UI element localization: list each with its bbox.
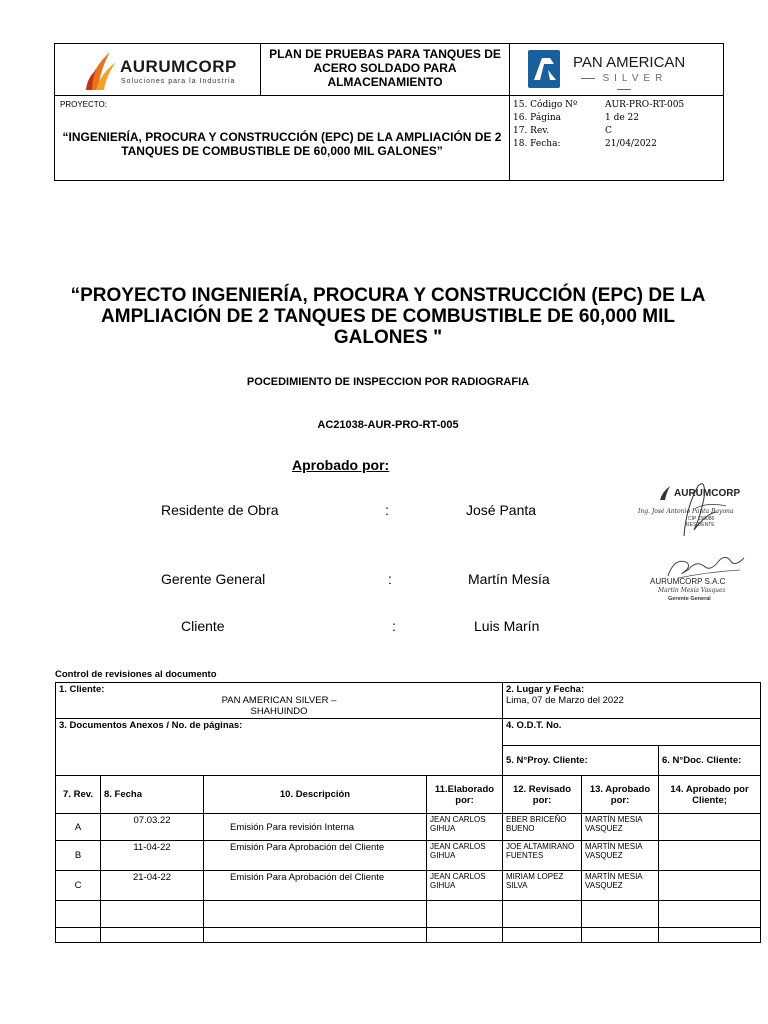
- approval-name: Luis Marín: [474, 618, 540, 634]
- meta-row: [513, 112, 718, 125]
- pan-american-logo: [528, 49, 708, 91]
- approval-role: Cliente: [181, 618, 225, 634]
- empty-cell: [659, 901, 761, 928]
- table-row-empty: [56, 901, 761, 928]
- empty-cell: [427, 928, 503, 943]
- cell-rev: A: [56, 814, 101, 841]
- client-value-1: PAN AMERICAN SILVER –: [221, 695, 337, 706]
- table-row-empty: [56, 928, 761, 943]
- signature-icon: [636, 478, 760, 538]
- odt-label: 4. O.D.T. No.: [506, 720, 562, 731]
- client-value-2: SHAHUINDO: [250, 706, 308, 717]
- col-revisado: 12. Revisado por:: [503, 776, 582, 814]
- col-descripcion: 10. Descripción: [204, 776, 427, 814]
- meta-value: AUR-PRO-RT-005: [605, 100, 685, 110]
- proy-label: 5. N°Proy. Cliente:: [506, 755, 588, 766]
- cell-rev: B: [56, 841, 101, 871]
- stamp-role: RESIDENTE: [686, 522, 715, 528]
- cell-rev: C: [56, 871, 101, 901]
- col-elaborado: 11.Elaborado por:: [427, 776, 503, 814]
- stamp-company: AURUMCORP: [674, 488, 741, 499]
- meta-label: 17. Rev.: [513, 126, 550, 136]
- place-cell: [503, 683, 761, 719]
- pan-american-mark-icon: [528, 50, 560, 88]
- col-rev: 7. Rev.: [56, 776, 101, 814]
- aurumcorp-logo: [84, 48, 254, 92]
- approved-by-heading: Aprobado por:: [292, 457, 390, 473]
- procedure-title: POCEDIMIENTO DE INSPECCION POR RADIOGRAFIA: [246, 376, 530, 388]
- cell-apr: MARTÍN MESIA VASQUEZ: [582, 871, 659, 901]
- meta-label: 18. Fecha:: [513, 139, 561, 149]
- docclient-cell: [659, 746, 761, 776]
- meta-row: [513, 138, 718, 151]
- cell-apr: MARTÍN MESIA VASQUEZ: [582, 841, 659, 871]
- empty-cell: [582, 901, 659, 928]
- stamp-role: Gerente General: [668, 596, 711, 602]
- table-header-row: [56, 776, 761, 814]
- table-row: [56, 814, 761, 841]
- stamp-person: Martin Mesía Vasquez: [658, 587, 726, 594]
- empty-cell: [503, 928, 582, 943]
- silver-line-right: [617, 89, 631, 90]
- silver-text-wrap: [573, 73, 675, 95]
- cell-desc: Emisión Para Aprobación del Cliente: [204, 871, 427, 901]
- docs-cell: [56, 719, 503, 776]
- approval-sep: :: [385, 502, 389, 518]
- empty-cell: [204, 928, 427, 943]
- silver-text: SILVER: [602, 73, 668, 84]
- place-value: Lima, 07 de Marzo del 2022: [506, 695, 624, 706]
- stamp-person: Ing. José Antonio Panta Bayona: [638, 508, 734, 515]
- cell-cli: [659, 814, 761, 841]
- approval-role: Gerente General: [161, 571, 266, 587]
- stamp-company: AURUMCORP S.A.C: [650, 577, 726, 586]
- cell-revby: MIRIAM LOPEZ SILVA: [503, 871, 582, 901]
- resident-stamp: [636, 478, 760, 538]
- meta-row: [513, 125, 718, 138]
- meta-label: 15. Código Nº: [513, 100, 578, 110]
- table-row: [56, 841, 761, 871]
- cell-fecha: 07.03.22: [101, 814, 204, 841]
- empty-cell: [582, 928, 659, 943]
- silver-line-left: [581, 78, 595, 79]
- table-row: [56, 719, 761, 746]
- cell-fecha: 11-04-22: [101, 841, 204, 871]
- empty-cell: [56, 928, 101, 943]
- empty-cell: [503, 901, 582, 928]
- col-aprobado: 13. Aprobado por:: [582, 776, 659, 814]
- header-vline-1: [260, 43, 261, 95]
- empty-cell: [427, 901, 503, 928]
- approval-name: José Panta: [466, 502, 537, 518]
- meta-value: C: [605, 126, 612, 136]
- cell-revby: EBER BRICEÑO BUENO: [503, 814, 582, 841]
- client-label: 1. Cliente:: [59, 684, 105, 695]
- aurumcorp-flame-icon: [84, 48, 120, 92]
- cell-cli: [659, 871, 761, 901]
- approval-row-resident: [0, 502, 640, 522]
- proy-cell: [503, 746, 659, 776]
- empty-cell: [56, 901, 101, 928]
- aurumcorp-logo-text: AURUMCORP: [120, 57, 237, 76]
- cell-cli: [659, 841, 761, 871]
- meta-label: 16. Página: [513, 113, 561, 123]
- place-label: 2. Lugar y Fecha:: [506, 684, 585, 695]
- docclient-label: 6. N°Doc. Cliente:: [662, 755, 742, 766]
- aurumcorp-tagline: Soluciones para la Industria: [121, 78, 236, 85]
- approval-row-client: [0, 618, 640, 638]
- approval-sep: :: [392, 618, 396, 634]
- cell-desc: Emisión Para Aprobación del Cliente: [204, 841, 427, 871]
- empty-cell: [101, 928, 204, 943]
- cell-revby: JOE ALTAMIRANO FUENTES: [503, 841, 582, 871]
- col-aprobado-cliente: 14. Aprobado por Cliente;: [659, 776, 761, 814]
- empty-cell: [101, 901, 204, 928]
- empty-cell: [659, 928, 761, 943]
- table-row: [56, 871, 761, 901]
- doc-title: PLAN DE PRUEBAS PARA TANQUES DE ACERO SOLDADO PARA ALMACENAMIENTO: [269, 47, 501, 89]
- approval-sep: :: [388, 571, 392, 587]
- table-row: [56, 683, 761, 719]
- approval-role: Residente de Obra: [161, 502, 279, 518]
- col-fecha: 8. Fecha: [101, 776, 204, 814]
- project-name: “INGENIERÍA, PROCURA Y CONSTRUCCIÓN (EPC) DE LA AMPLIACIÓN DE 2 TANQUES DE COMBUSTIBLE DE 60,000 MIL GALONES”: [62, 130, 502, 158]
- cell-elab: JEAN CARLOS GIHUA: [427, 871, 503, 901]
- cell-fecha: 21-04-22: [101, 871, 204, 901]
- revisions-caption: Control de revisiones al documento: [55, 669, 217, 680]
- client-cell: [56, 683, 503, 719]
- main-title: “PROYECTO INGENIERÍA, PROCURA Y CONSTRUCCIÓN (EPC) DE LA AMPLIACIÓN DE 2 TANQUES DE COMBUSTIBLE DE 60,000 MIL GALONES ": [70, 285, 706, 348]
- meta-row: [513, 99, 718, 112]
- meta-block: [513, 99, 718, 151]
- docs-label: 3. Documentos Anexos / No. de páginas:: [59, 720, 243, 731]
- project-label: PROYECTO:: [60, 100, 107, 109]
- meta-value: 21/04/2022: [605, 139, 657, 149]
- meta-value: 1 de 22: [605, 113, 639, 123]
- revisions-table: [55, 682, 761, 943]
- cell-desc: Emisión Para revisión Interna: [204, 814, 427, 841]
- odt-cell: [503, 719, 761, 746]
- empty-cell: [204, 901, 427, 928]
- cell-apr: MARTÍN MESIA VASQUEZ: [582, 814, 659, 841]
- pan-american-text: PAN AMERICAN: [573, 54, 686, 71]
- cell-elab: JEAN CARLOS GIHUA: [427, 814, 503, 841]
- stamp-cip: CIP 150086: [688, 516, 715, 522]
- header-vline-2: [509, 43, 510, 181]
- document-code: AC21038-AUR-PRO-RT-005: [317, 419, 459, 431]
- manager-stamp: [648, 550, 760, 610]
- approval-name: Martín Mesía: [468, 571, 550, 587]
- header-divider: [54, 95, 724, 96]
- cell-elab: JEAN CARLOS GIHUA: [427, 841, 503, 871]
- approval-row-manager: [0, 571, 640, 591]
